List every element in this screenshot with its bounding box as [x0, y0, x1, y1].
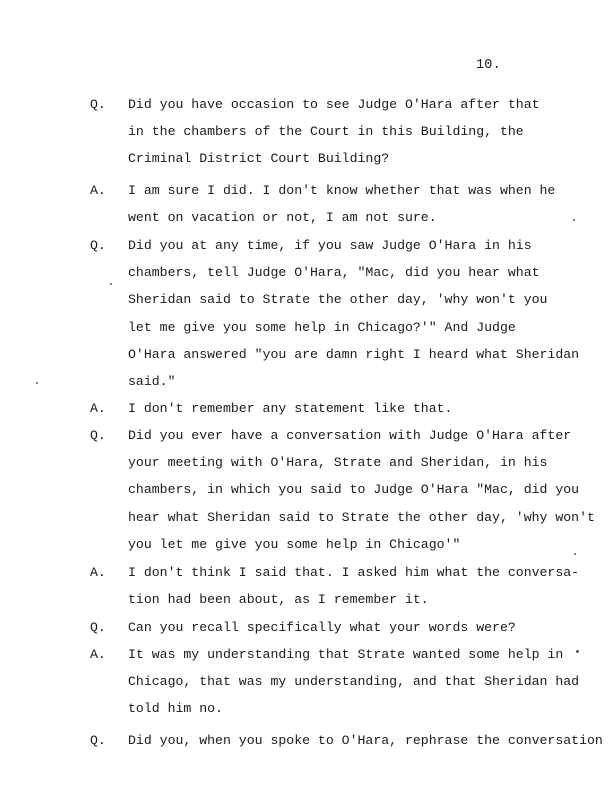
entry-line: I am sure I did. I don't know whether that was when he [128, 183, 556, 198]
entry-line: chambers, in which you said to Judge O'Hara "Mac, did you [128, 482, 580, 498]
scan-speck [36, 382, 38, 384]
entry-line: I don't remember any statement like that. [128, 401, 453, 416]
entry-line: Sheridan said to Strate the other day, 'why won't you [128, 292, 548, 308]
entry-line: said." [128, 373, 176, 389]
entry-line: Did you have occasion to see Judge O'Hara after that [128, 97, 540, 112]
entry-line: O'Hara answered "you are damn right I heard what Sheridan [128, 346, 580, 362]
entry-line: you let me give you some help in Chicago'" [128, 536, 461, 552]
entry-line: in the chambers of the Court in this Building, the [128, 124, 524, 140]
entry-line: Did you, when you spoke to O'Hara, rephrase the conversation [128, 733, 603, 748]
entry-line: Criminal District Court Building? [128, 151, 390, 167]
scan-speck [576, 650, 579, 653]
scan-speck [573, 219, 575, 221]
entry-line: told him no. [128, 701, 223, 717]
scan-speck [574, 553, 576, 555]
entry-line: your meeting with O'Hara, Strate and Sheridan, in his [128, 455, 548, 471]
entry-line: Did you ever have a conversation with Judge O'Hara after [128, 428, 572, 443]
entry-line: let me give you some help in Chicago?'" And Judge [128, 319, 516, 335]
entry-label: Q. [90, 733, 106, 748]
entry-label: Q. [90, 97, 106, 112]
entry-label: Q. [90, 620, 106, 635]
entry-line: Did you at any time, if you saw Judge O'Hara in his [128, 238, 532, 253]
entry-line: tion had been about, as I remember it. [128, 592, 429, 608]
entry-line: Can you recall specifically what your words were? [128, 620, 516, 635]
page-number: 10. [476, 58, 501, 73]
entry-line: chambers, tell Judge O'Hara, "Mac, did you hear what [128, 265, 540, 281]
entry-label: A. [90, 183, 106, 198]
entry-label: Q. [90, 428, 106, 443]
entry-label: A. [90, 401, 106, 416]
entry-line: Chicago, that was my understanding, and that Sheridan had [128, 674, 580, 690]
entry-line: went on vacation or not, I am not sure. [128, 210, 437, 226]
entry-label: Q. [90, 238, 106, 253]
entry-line: It was my understanding that Strate wanted some help in [128, 647, 564, 662]
entry-line: hear what Sheridan said to Strate the other day, 'why won't [128, 509, 595, 525]
entry-label: A. [90, 647, 106, 662]
entry-line: I don't think I said that. I asked him what the conversa- [128, 565, 580, 580]
entry-label: A. [90, 565, 106, 580]
scan-speck [110, 283, 112, 285]
